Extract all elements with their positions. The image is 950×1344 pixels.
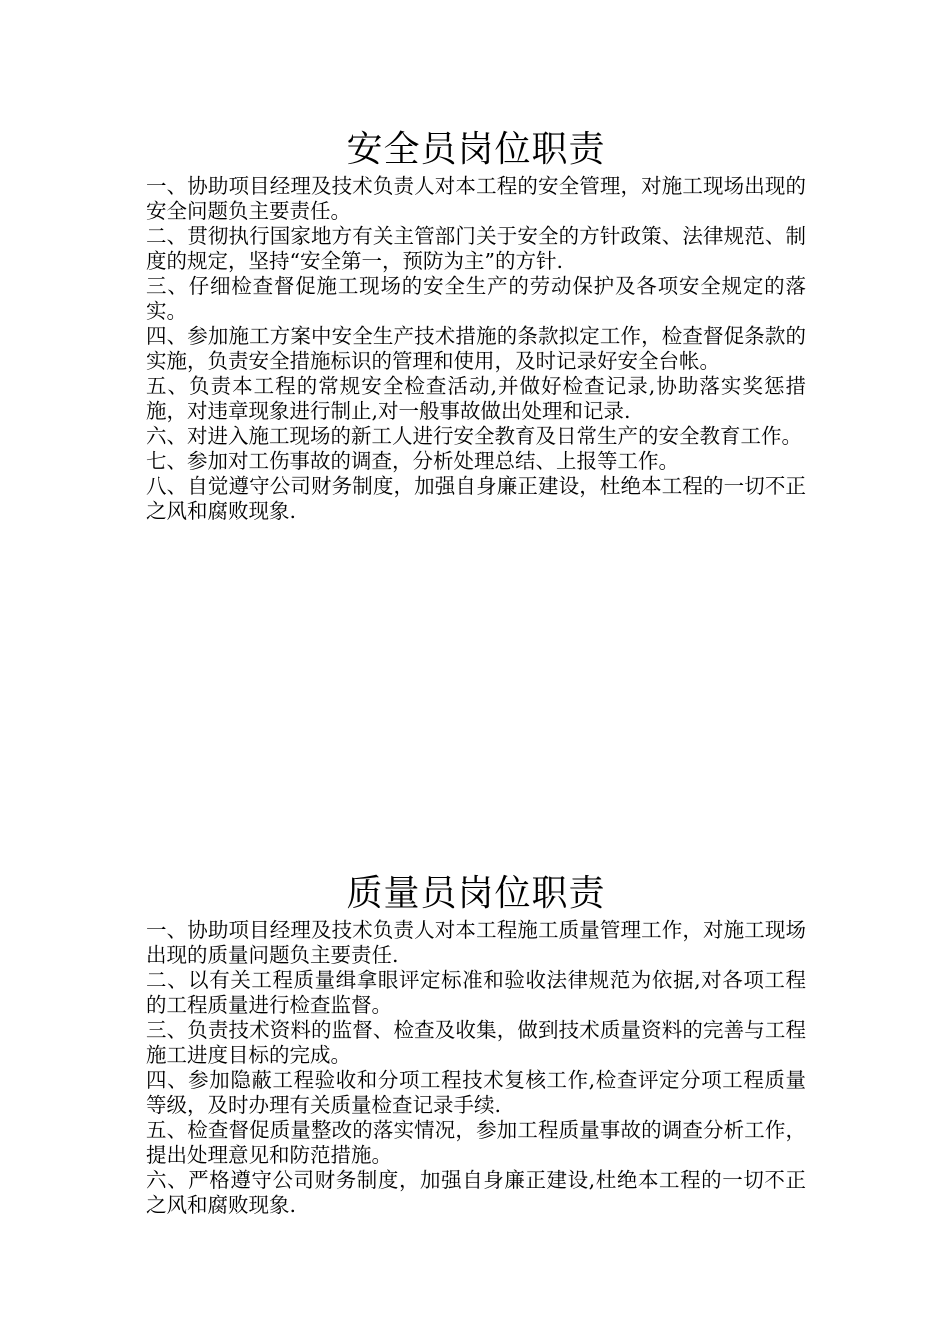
safety-officer-title: 安全员岗位职责 (346, 129, 606, 170)
safety-duty-item: 八、自觉遵守公司财务制度，加强自身廉正建设，杜绝本工程的一切不正之风和腐败现象. (146, 474, 806, 523)
safety-duty-item: 二、贯彻执行国家地方有关主管部门关于安全的方针政策、法律规范、制度的规定，坚持“安全第一，预防为主”的方针. (146, 224, 806, 273)
quality-inspector-title: 质量员岗位职责 (346, 873, 606, 914)
quality-duty-item: 五、检查督促质量整改的落实情况，参加工程质量事故的调查分析工作，提出处理意见和防范措施。 (146, 1118, 806, 1167)
safety-officer-section (146, 128, 806, 524)
quality-duty-item: 四、参加隐蔽工程验收和分项工程技术复核工作,检查评定分项工程质量等级，及时办理有关质量检查记录手续. (146, 1068, 806, 1117)
safety-duty-item: 一、协助项目经理及技术负责人对本工程的安全管理，对施工现场出现的安全问题负主要责任。 (146, 174, 806, 223)
quality-duty-item: 六、严格遵守公司财务制度，加强自身廉正建设,杜绝本工程的一切不正之风和腐败现象. (146, 1168, 806, 1217)
safety-duty-item: 六、对进入施工现场的新工人进行安全教育及日常生产的安全教育工作。 (146, 424, 802, 448)
safety-duty-item: 五、负责本工程的常规安全检查活动,并做好检查记录,协助落实奖惩措施，对违章现象进行制止,对一般事故做出处理和记录. (146, 374, 806, 423)
quality-duty-item: 三、负责技术资料的监督、检查及收集，做到技术质量资料的完善与工程施工进度目标的完成。 (146, 1018, 806, 1067)
quality-inspector-section (146, 872, 806, 1218)
safety-duty-item: 三、仔细检查督促施工现场的安全生产的劳动保护及各项安全规定的落实。 (146, 274, 806, 323)
quality-duty-item: 二、以有关工程质量缉拿眼评定标准和验收法律规范为依据,对各项工程的工程质量进行检查监督。 (146, 968, 806, 1017)
quality-duty-item: 一、协助项目经理及技术负责人对本工程施工质量管理工作，对施工现场出现的质量问题负主要责任. (146, 918, 806, 967)
safety-duty-item: 四、参加施工方案中安全生产技术措施的条款拟定工作，检查督促条款的实施，负责安全措施标识的管理和使用，及时记录好安全台帐。 (146, 324, 806, 373)
safety-duty-item: 七、参加对工伤事故的调查，分析处理总结、上报等工作。 (146, 449, 679, 473)
